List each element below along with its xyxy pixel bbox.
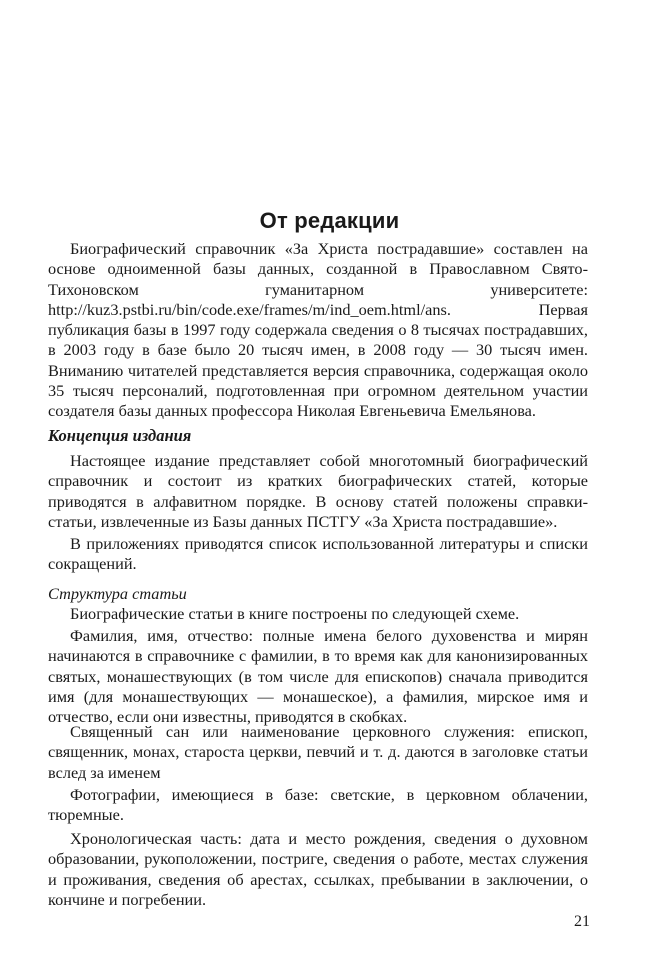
structure-paragraph-2: Священный сан или наименование церковного служения: епископ, священник, монах, староста церкви, певчий и т. д. даются в заголовке статьи вслед за именем: [48, 722, 588, 782]
structure-paragraph-1: Фамилия, имя, отчество: полные имена белого духовенства и мирян начинаются в справочнике с фамилии, в то время как для канонизированных святых, монашествующих (в том числе для епископов) сначала приводится имя (для монашествующих — монашеское), а фамилия, мирское имя и отчество, если они известны, приводятся в скобках.: [48, 626, 588, 727]
structure-paragraph-4: Хронологическая часть: дата и место рождения, сведения о духовном образовании, рукоположении, постриге, сведения о работе, местах служения и проживания, сведения об арестах, ссылках, пребывании в заключении, о кончине и погребении.: [48, 829, 588, 909]
page-number: 21: [574, 913, 590, 930]
section-heading: Концепция издания: [48, 426, 192, 445]
concept-paragraph-1: Настоящее издание представляет собой многотомный биографический справочник и состоит из кратких биографических статей, которые приводятся в алфавитном порядке. В основу статей положены справки-статьи, извлеченные из Базы данных ПСТГУ «За Христа пострадавшие».: [48, 451, 588, 531]
structure-intro-paragraph: Биографические статьи в книге построены по следующей схеме.: [70, 604, 520, 623]
concept-paragraph-2: В приложениях приводятся список использованной литературы и списки сокращений.: [48, 534, 588, 574]
page-title: От редакции: [259, 208, 400, 233]
structure-paragraph-3: Фотографии, имеющиеся в базе: светские, в церковном облачении, тюремные.: [48, 785, 588, 825]
intro-paragraph: Биографический справочник «За Христа пострадавшие» составлен на основе одноименной базы данных, созданной в Православном Свято-Тихоновском гуманитарном университете: http://kuz3.pstbi.ru/bin/code.exe/frames/m/ind_oem.html/ans. Первая публикация базы в 1997 году содержала сведения о 8 тысячах пострадавших, в 2003 году в базе было 20 тысяч имен, в 2008 году — 30 тысяч имен. Вниманию читателей представляется версия справочника, содержащая около 35 тысяч персоналий, подготовленная при огромном деятельном участии создателя базы данных профессора Николая Евгеньевича Емельянова.: [48, 239, 588, 421]
structure-heading: Структура статьи: [48, 584, 187, 603]
